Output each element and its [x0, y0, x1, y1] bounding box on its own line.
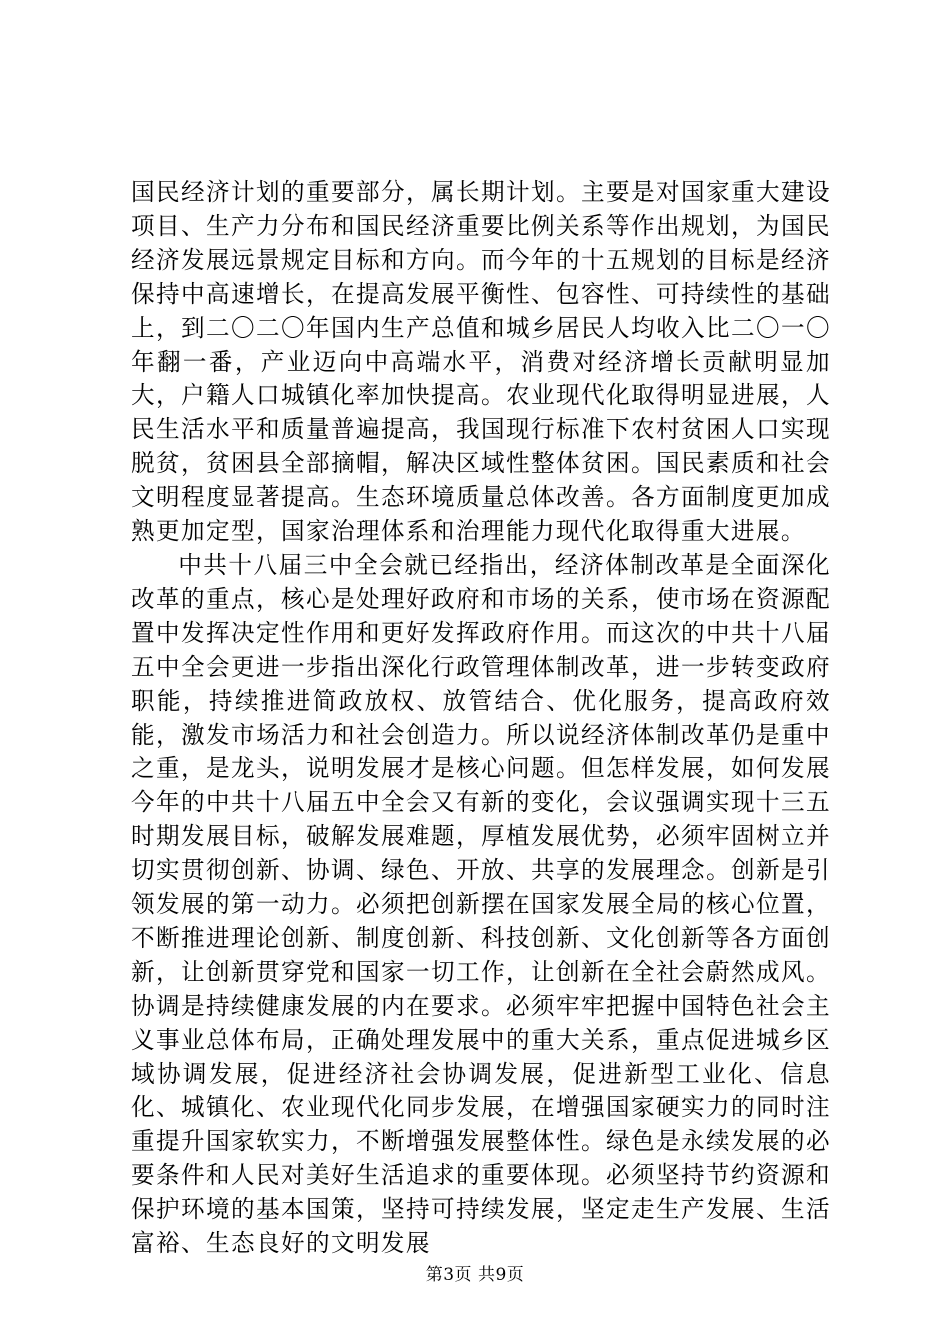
- paragraph-1: 国民经济计划的重要部分，属长期计划。主要是对国家重大建设项目、生产力分布和国民经济重要比例关系等作出规划，为国民经济发展远景规定目标和方向。而今年的十五规划的目标是经济保持中高速增长，在提高发展平衡性、包容性、可持续性的基础上，到二〇二〇年国内生产总值和城乡居民人均收入比二〇一〇年翻一番，产业迈向中高端水平，消费对经济增长贡献明显加大，户籍人口城镇化率加快提高。农业现代化取得明显进展，人民生活水平和质量普遍提高，我国现行标准下农村贫困人口实现脱贫，贫困县全部摘帽，解决区域性整体贫困。国民素质和社会文明程度显著提高。生态环境质量总体改善。各方面制度更加成熟更加定型，国家治理体系和治理能力现代化取得重大进展。: [131, 178, 831, 546]
- document-body: [131, 176, 831, 1261]
- page-footer: 第3页 共9页: [425, 1265, 525, 1285]
- paragraph-2: 中共十八届三中全会就已经指出，经济体制改革是全面深化改革的重点，核心是处理好政府和市场的关系，使市场在资源配置中发挥决定性作用和更好发挥政府作用。而这次的中共十八届五中全会更进一步指出深化行政管理体制改革，进一步转变政府职能，持续推进简政放权、放管结合、优化服务，提高政府效能，激发市场活力和社会创造力。所以说经济体制改革仍是重中之重，是龙头，说明发展才是核心问题。但怎样发展，如何发展今年的中共十八届五中全会又有新的变化，会议强调实现十三五时期发展目标，破解发展难题，厚植发展优势，必须牢固树立并切实贯彻创新、协调、绿色、开放、共享的发展理念。创新是引领发展的第一动力。必须把创新摆在国家发展全局的核心位置，不断推进理论创新、制度创新、科技创新、文化创新等各方面创新，让创新贯穿党和国家一切工作，让创新在全社会蔚然成风。协调是持续健康发展的内在要求。必须牢牢把握中国特色社会主义事业总体布局，正确处理发展中的重大关系，重点促进城乡区域协调发展，促进经济社会协调发展，促进新型工业化、信息化、城镇化、农业现代化同步发展，在增强国家硬实力的同时注重提升国家软实力，不断增强发展整体性。绿色是永续发展的必要条件和人民对美好生活追求的重要体现。必须坚持节约资源和保护环境的基本国策，坚持可持续发展，坚定走生产发展、生活富裕、生态良好的文明发展: [131, 550, 831, 1258]
